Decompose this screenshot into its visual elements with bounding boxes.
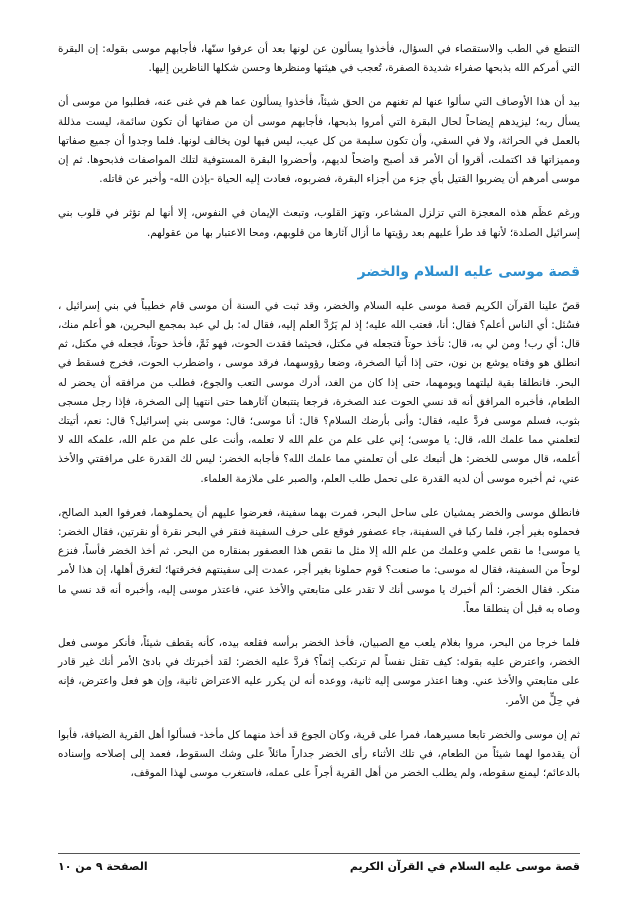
- section-heading: قصة موسى عليه السلام والخضر: [357, 263, 580, 280]
- page-number: الصفحة ٩ من ١٠: [58, 860, 148, 873]
- footer-title: قصة موسى عليه السلام في القرآن الكريم: [349, 860, 580, 873]
- page-footer: [58, 853, 580, 873]
- paragraph-2: بيد أن هذا الأوصاف التي سألوا عنها لم تغنهم من الحق شيئاً، فأخذوا يسألون عما هم في غنى عنه، فطلبوا من موسى أن يسأل ربه؛ ليزيدهم إيضاحاً لحال البقرة التي أمروا بذبحها، فأجابهم موسى أن من صفاتها أن تكون سائمة، ليست مذللة بالعمل في الحراثة، ولا في السقي، وأن تكون سليمة من كل عيب، ليس فيها لون يخالف لونها. فلما وجدوا أن جميع صفاتها ومميزاتها قد اكتملت، أقروا أن الأمر قد أصبح واضحاً لديهم، وأحضروا البقرة المستوفية لتلك المواصفات فذبحوها. ثم إن موسى أمرهم أن يضربوا القتيل بأي جزء من أجزاء البقرة، فضربوه، فعادت إليه الحياة -بإذن الله- وأخبر عن قاتله.: [58, 96, 580, 186]
- paragraph-1: التنطع في الطب والاستقصاء في السؤال، فأخذوا يسألون عن لونها بعد أن عرفوا سنّها، فأجابهم موسى بقوله: إن البقرة التي أمركم الله بذبحها صفراء شديدة الصفرة، تُعجب في هيئتها ومنظرها وحسن شكلها الناظرين إليها.: [58, 43, 580, 75]
- page-content: [58, 40, 580, 799]
- paragraph-5: فانطلق موسى والخضر يمشيان على ساحل البحر، فمرت بهما سفينة، فعرضوا عليهم أن يحملوهما، فعرفوا العبد الصالح، فحملوه بغير أجر، فلما ركبا في السفينة، جاء عصفور فوقع على حرف السفينة فنقر في البحر نقرة أو نقرتين، فقال الخضر: يا موسى! ما نقص علمي وعلمك من علم الله إلا مثل ما نقص هذا العصفور بمنقاره من البحر. ثم أخذ الخضر فأساً، فنزع لوحاً من السفينة، فقال له موسى: ما صنعت؟ قوم حملونا بغير أجر، عمدت إلى سفينتهم فخرقتها؛ لتغرق أهلها، إن هذا لأمر منكر. فقال الخضر: ألم أخبرك يا موسى أنك لا تقدر على متابعتي والأخذ عني، فاعتذر موسى إليه، وأخبره أنه قد نسي ما وصاه به قبل أن ينطلقا معاً.: [58, 506, 580, 615]
- paragraph-4: قصّ علينا القرآن الكريم قصة موسى عليه السلام والخضر، وقد ثبت في السنة أن موسى قام خطيباً في بني إسرائيل ، فسُئل: أي الناس أعلم؟ فقال: أنا، فعتب الله عليه؛ إذ لم يَرُدَّ العلم إليه، فقال له: بل لي عبد بمجمع البحرين، هو أعلم منك، قال: أي رب! ومن لي به، قال: تأخذ حوتاً فتجعله في مكتل، فحيثما فقدت الحوت، فهو ثَمَّ، فأخذ حوتاً، فجعله في مكتل، ثم انطلق هو وفتاه يوشع بن نون، حتى إذا أتيا الصخرة، وضعا رؤوسهما، فرقد موسى ، واضطرب الحوت، فخرج فسقط في البحر. فانطلقا بقية ليلتهما ويومهما، حتى إذا كان من الغد، أدرك موسى التعب والجوع، فطلب من مرافقه أن يحضر له الطعام، فأخبره المرافق أنه قد نسي الحوت عند الصخرة، فرجعا يتتبعان آثارهما حتى انتهيا إلى الصخرة، فإذا رجل مسجى بثوب، فسلم موسى فردَّ عليه، فقال: وأنى بأرضك السلام؟ قال: أنا موسى؛ قال: موسى بني إسرائيل؟ قال: نعم، أتيتك لتعلمني مما علمك الله، قال: يا موسى؛ إني على علم من علم الله لا تعلمه، وأنت على علم من علم الله، علمكه الله لا أعلمه، قال موسى للخضر: هل أتبعك على أن تعلمني مما علمك الله؟ فأجابه الخضر: ليس لك القدرة على مرافقتي والأخذ عني، ثم أخبره موسى أن لديه القدرة على تحمل طلب العلم، والصبر على ملازمة العلماء.: [58, 299, 580, 485]
- paragraph-3: ورغم عظَم هذه المعجزة التي تزلزل المشاعر، وتهز القلوب، وتبعث الإيمان في النفوس، إلا أنها لم تؤثر في قلوب بني إسرائيل الصلدة؛ لأنها قد طرأ عليهم بعد رؤيتها ما أزال آثارها من قلوبهم، ومحا الاعتبار بها من عقولهم.: [58, 207, 580, 239]
- paragraph-6: فلما خرجا من البحر، مروا بغلام يلعب مع الصبيان، فأخذ الخضر برأسه فقلعه بيده، كأنه يقطف شيئاً، فأنكر موسى فعل الخضر، واعترض عليه بقوله: كيف تقتل نفساً لم ترتكب إثماً؟ فردَّ عليه الخضر: لقد أخبرتك في بادئ الأمر أنك غير قادر على متابعتي والأخذ عني. وهنا اعتذر موسى إليه ثانية، ووعده أنه لن يكرر عليه الاعتراض ثانية، وإن هو فعل واعترض، فإنه في حِلٍّ من الأمر.: [58, 637, 580, 707]
- paragraph-7: ثم إن موسى والخضر تابعا مسيرهما، فمرا على قرية، وكان الجوع قد أخذ منهما كل مأخذ- فسألوا أهل القرية الضيافة، فأبوا أن يقدموا لهما شيئاً من الطعام، في تلك الأثناء رأى الخضر جداراً مائلاً على وشك السقوط، فعمد إلى إصلاحه وإسناده بالدعائم؛ ليمنع سقوطه، ولم يطلب الخضر من أهل القرية أجراً على عمله، فاستغرب موسى لهذا الموقف،: [58, 728, 580, 780]
